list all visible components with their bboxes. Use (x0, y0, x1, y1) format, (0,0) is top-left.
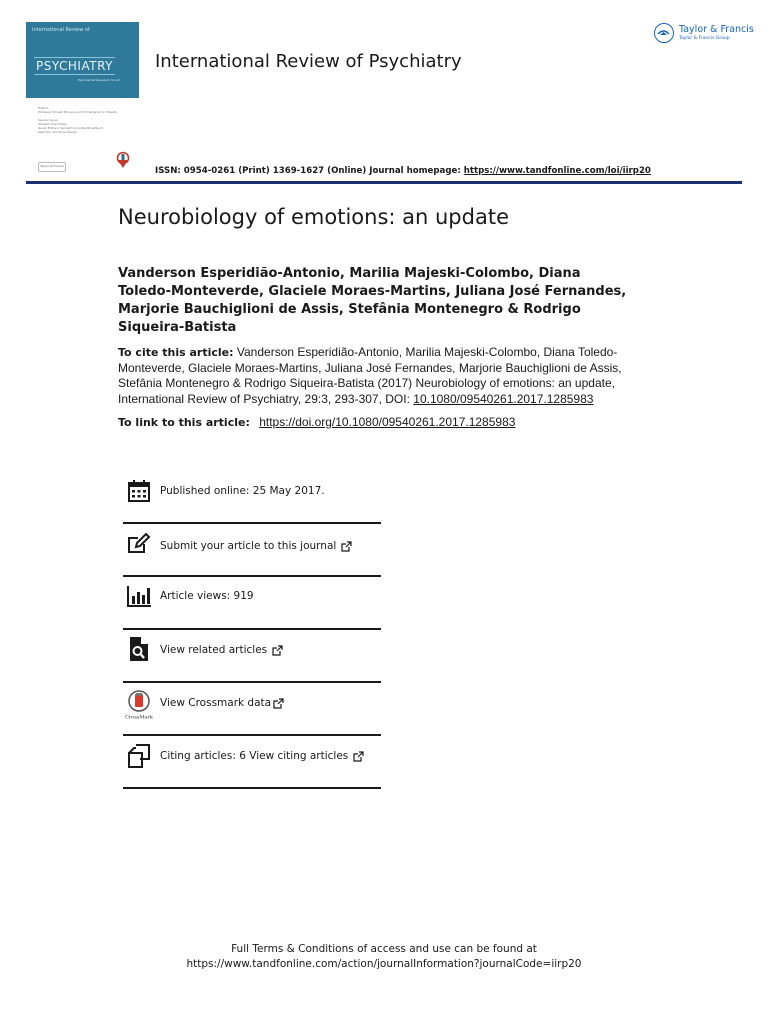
journal-cover-image (26, 22, 139, 98)
calendar-icon (127, 479, 151, 503)
row-divider (123, 575, 381, 577)
crossmark-icon (127, 690, 151, 720)
article-link-line (118, 415, 515, 429)
issn-text: ISSN: 0954-0261 (Print) 1369-1627 (Online) Journal homepage: (155, 166, 464, 176)
cover-note: Guest Editors: Kenneth Schultze Broadbent (38, 126, 103, 130)
cover-note: Peaches: Christine Davies (38, 130, 77, 134)
article-views-row (123, 584, 381, 634)
external-link-icon (273, 698, 284, 709)
citing-articles-text: Citing articles: 6 View citing articles (160, 750, 349, 762)
external-link-icon (341, 541, 352, 552)
article-title: Neurobiology of emotions: an update (118, 205, 509, 229)
article-link-label: To link to this article: (118, 416, 250, 429)
publisher-logo-icon (654, 23, 674, 43)
citation-label: To cite this article: (118, 346, 234, 359)
journal-title[interactable]: International Review of Psychiatry (155, 51, 462, 72)
cover-notes (38, 106, 138, 134)
bar-chart-icon (127, 584, 151, 608)
external-link-icon (353, 751, 364, 762)
citing-icon (127, 744, 151, 768)
related-articles-text: View related articles (160, 644, 268, 656)
crossmark-row[interactable] (123, 690, 381, 740)
issn-line (155, 166, 651, 176)
cover-top-text: International Review of (32, 27, 90, 33)
submit-article-link[interactable] (160, 540, 352, 552)
citation-text: Vanderson Esperidião-Antonio, Marilia Majeski-Colombo, Diana Toledo-Monteverde, Glaciele Moraes-Martins, Juliana José Fernandes, Marjorie Bauchiglioni de Assis, Stefânia Montenegro & Rodrigo Siqueira-Batista (2017) Neurobiology of emotions: an update, International Review of Psychiatry, 29:3, 293-307, DOI: (118, 345, 622, 406)
cover-note: Professor Dinesh Bhugra and Dr Margaret S. O'Keefe (38, 110, 117, 114)
row-divider (123, 522, 381, 524)
row-divider (123, 628, 381, 630)
crossmark-link[interactable] (160, 697, 284, 709)
cover-publisher-logo: Taylor & Francis (38, 162, 66, 172)
related-articles-link[interactable] (160, 644, 283, 656)
citation-block (118, 345, 638, 407)
article-doi-url-link[interactable]: https://doi.org/10.1080/09540261.2017.1285983 (259, 415, 516, 429)
author-list: Vanderson Esperidião-Antonio, Marilia Majeski-Colombo, Diana Toledo-Monteverde, Glaciele Moraes-Martins, Juliana José Fernandes, Marjorie Bauchiglioni de Assis, Stefânia Montenegro & Rodrigo Siqueira-Batista (118, 266, 627, 335)
footer-terms-text: Full Terms & Conditions of access and use can be found at (231, 943, 537, 955)
crossmark-icon-label: CrossMark (125, 714, 153, 721)
row-divider (123, 787, 381, 789)
publisher-group: Taylor & Francis Group (679, 36, 730, 41)
crossmark-text: View Crossmark data (160, 697, 272, 709)
edit-icon (127, 532, 151, 556)
row-divider (123, 681, 381, 683)
cover-note: Editors (38, 106, 49, 110)
published-online-text: Published online: 25 May 2017. (160, 485, 325, 497)
article-views-text: Article views: 919 (160, 590, 254, 602)
related-articles-row[interactable] (123, 637, 381, 687)
cover-note: Special Issue (38, 118, 58, 122)
publisher-name: Taylor & Francis (679, 24, 754, 35)
journal-homepage-link[interactable]: https://www.tandfonline.com/loi/iirp20 (463, 166, 651, 176)
society-emblem-icon (115, 151, 131, 169)
row-divider (123, 734, 381, 736)
cover-note: Disaster Psychiatry (38, 122, 67, 126)
citing-articles-link[interactable] (160, 750, 364, 762)
doi-link[interactable]: 10.1080/09540261.2017.1285983 (413, 391, 594, 406)
publisher-logo[interactable] (654, 22, 754, 48)
cover-title: PSYCHIATRY (36, 59, 113, 73)
cover-subtitle: Psychiatrist Research for All (78, 78, 120, 82)
footer-terms-url[interactable]: https://www.tandfonline.com/action/journalInformation?journalCode=iirp20 (186, 958, 582, 970)
search-document-icon (127, 637, 151, 661)
footer (0, 942, 768, 972)
external-link-icon (272, 645, 283, 656)
header-divider (26, 181, 742, 184)
submit-article-text: Submit your article to this journal (160, 540, 337, 552)
